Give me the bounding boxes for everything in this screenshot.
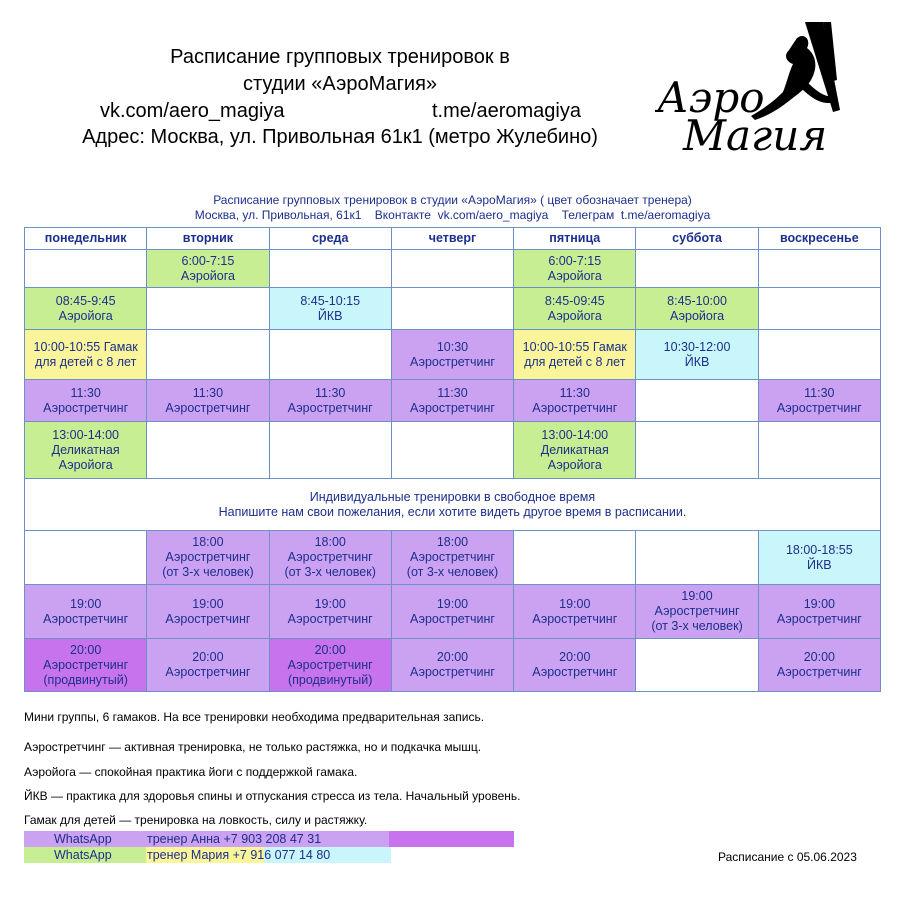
page-header [70,44,610,151]
whatsapp-label[interactable]: WhatsApp [54,848,112,862]
class-slot[interactable]: 10:30-12:00 ЙКВ [636,330,758,380]
class-slot[interactable]: 20:00 Аэростретчинг (продвинутый) [25,639,147,692]
trainer-maria-phone[interactable]: тренер Мария +7 916 077 14 80 [147,848,331,862]
class-slot[interactable]: 11:30 Аэростретчинг [514,380,636,422]
empty-slot [636,531,758,585]
table-row [25,639,881,692]
day-header: воскресенье [758,228,880,250]
table-row [25,288,881,330]
class-slot[interactable]: 11:30 Аэростретчинг [269,380,391,422]
note-kids-hammock: Гамак для детей — тренировка на ловкость, силу и растяжку. [24,813,368,827]
table-row [25,380,881,422]
table-header-row [25,228,881,250]
class-slot[interactable]: 20:00 Аэростретчинг [391,639,513,692]
empty-slot [147,330,269,380]
note-aerostretching: Аэростретчинг — активная тренировка, не только растяжка, но и подкачка мышц. [24,740,482,754]
class-slot[interactable]: 20:00 Аэростретчинг [147,639,269,692]
class-slot[interactable]: 13:00-14:00 Деликатная Аэройога [514,422,636,479]
empty-slot [758,330,880,380]
class-slot[interactable]: 08:45-9:45 Аэройога [25,288,147,330]
class-slot[interactable]: 19:00 Аэростретчинг [147,585,269,639]
empty-slot [147,422,269,479]
page-title-line1: Расписание групповых тренировок в [170,46,510,68]
schedule-table [24,227,881,692]
class-slot[interactable]: 11:30 Аэростретчинг [391,380,513,422]
class-slot[interactable]: 20:00 Аэростретчинг [758,639,880,692]
empty-slot [391,250,513,288]
individual-training-note: Индивидуальные тренировки в свободное время Напишите нам свои пожелания, если хотите видеть другое время в расписании. [25,479,881,531]
class-slot[interactable]: 19:00 Аэростретчинг (от 3-х человек) [636,585,758,639]
class-slot[interactable]: 10:00-10:55 Гамак для детей с 8 лет [25,330,147,380]
table-row [25,250,881,288]
empty-slot [758,250,880,288]
header-links [70,98,610,124]
empty-slot [147,288,269,330]
schedule-date: Расписание с 05.06.2023 [718,850,857,864]
class-slot[interactable]: 19:00 Аэростретчинг [269,585,391,639]
telegram-link[interactable]: t.me/aeromagiya [432,100,581,122]
whatsapp-label[interactable]: WhatsApp [54,832,112,846]
class-slot[interactable]: 11:30 Аэростретчинг [147,380,269,422]
class-slot[interactable]: 19:00 Аэростретчинг [391,585,513,639]
aerial-dancer-icon [655,20,865,160]
class-slot[interactable]: 11:30 Аэростретчинг [25,380,147,422]
class-slot[interactable]: 8:45-10:00 Аэройога [636,288,758,330]
empty-slot [758,288,880,330]
table-subtitle-line1: Расписание групповых тренировок в студии «АэроМагия» ( цвет обозначает тренера) [213,193,692,207]
day-header: суббота [636,228,758,250]
class-slot[interactable]: 6:00-7:15 Аэройога [147,250,269,288]
note-aeroyoga: Аэройога — спокойная практика йоги с поддержкой гамака. [24,765,358,779]
class-slot[interactable]: 11:30 Аэростретчинг [758,380,880,422]
empty-slot [514,531,636,585]
logo-word-aero: Аэро [657,73,765,122]
empty-slot [25,531,147,585]
note-ikv: ЙКВ — практика для здоровья спины и отпускания стресса из тела. Начальный уровень. [24,789,521,803]
trainer-contacts [24,831,514,863]
empty-slot [391,288,513,330]
day-header: четверг [391,228,513,250]
day-header: понедельник [25,228,147,250]
contact-row-anna[interactable] [24,831,514,847]
table-subtitle [24,193,881,223]
class-slot[interactable]: 18:00 Аэростретчинг (от 3-х человек) [391,531,513,585]
class-slot[interactable]: 18:00 Аэростретчинг (от 3-х человек) [269,531,391,585]
class-slot[interactable]: 6:00-7:15 Аэройога [514,250,636,288]
trainer-anna-phone[interactable]: тренер Анна +7 903 208 47 31 [147,832,322,846]
empty-slot [391,422,513,479]
class-slot[interactable]: 13:00-14:00 Деликатная Аэройога [25,422,147,479]
table-row [25,531,881,585]
empty-slot [269,422,391,479]
class-slot[interactable]: 19:00 Аэростретчинг [25,585,147,639]
empty-slot [269,330,391,380]
table-row [25,585,881,639]
address: Адрес: Москва, ул. Привольная 61к1 (метро Жулебино) [82,126,598,148]
day-header: среда [269,228,391,250]
empty-slot [636,250,758,288]
page-title-line2: студии «АэроМагия» [242,73,438,95]
class-slot[interactable]: 20:00 Аэростретчинг [514,639,636,692]
empty-slot [636,380,758,422]
class-slot[interactable]: 19:00 Аэростретчинг [514,585,636,639]
day-header: пятница [514,228,636,250]
day-header: вторник [147,228,269,250]
empty-slot [758,422,880,479]
class-slot[interactable]: 18:00-18:55 ЙКВ [758,531,880,585]
class-slot[interactable]: 8:45-09:45 Аэройога [514,288,636,330]
empty-slot [269,250,391,288]
class-slot[interactable]: 19:00 Аэростретчинг [758,585,880,639]
table-row [25,330,881,380]
empty-slot [25,250,147,288]
empty-slot [636,422,758,479]
class-slot[interactable]: 18:00 Аэростретчинг (от 3-х человек) [147,531,269,585]
note-mini-groups: Мини группы, 6 гамаков. На все тренировки необходима предварительная запись. [24,710,485,724]
aeromagiya-logo [655,20,865,160]
class-slot[interactable]: 8:45-10:15 ЙКВ [269,288,391,330]
table-row [25,422,881,479]
contact-row-maria[interactable] [24,847,391,863]
table-subtitle-line2: Москва, ул. Привольная, 61к1 Вконтакте vk.com/aero_magiya Телеграм t.me/aeromagiya [194,208,711,222]
class-slot[interactable]: 10:00-10:55 Гамак для детей с 8 лет [514,330,636,380]
vk-link[interactable]: vk.com/aero_magiya [100,100,285,122]
class-slot[interactable]: 10:30 Аэростретчинг [391,330,513,380]
empty-slot [636,639,758,692]
class-slot[interactable]: 20:00 Аэростретчинг (продвинутый) [269,639,391,692]
logo-word-magia: Магия [683,111,828,160]
table-row [25,479,881,531]
